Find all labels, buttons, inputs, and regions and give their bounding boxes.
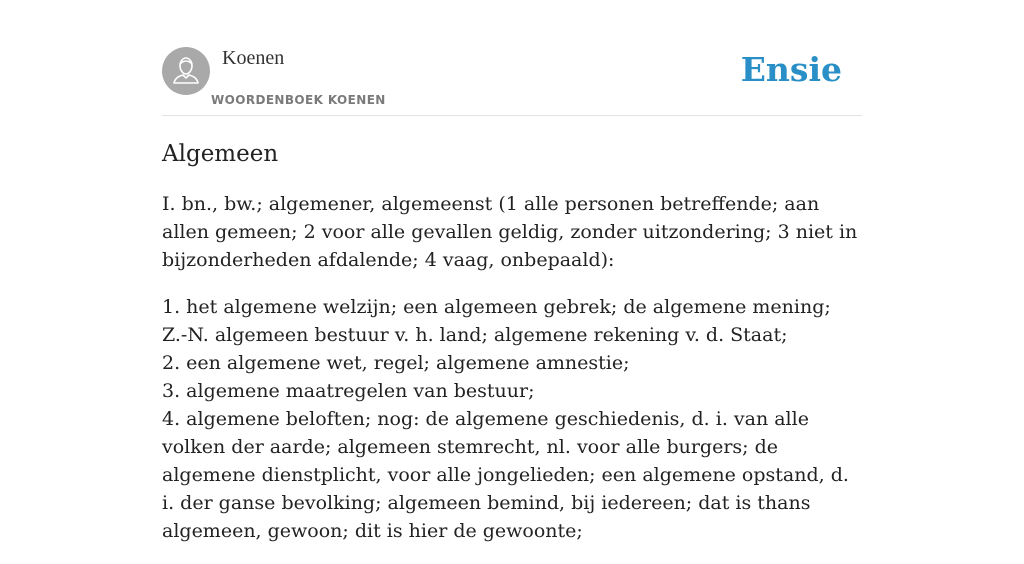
definition-item: 1. het algemene welzijn; een algemeen gebrek; de algemene mening; Z.-N. algemeen bestuur v. h. land; algemene rekening v. d. Staat; (162, 296, 831, 346)
brand-logo[interactable]: Ensie (740, 50, 842, 89)
source-label[interactable]: WOORDENBOEK KOENEN (211, 93, 386, 107)
article-title: Algemeen (162, 141, 279, 167)
definition-item: 4. algemene beloften; nog: de algemene geschiedenis, d. i. van alle volken der aarde; algemeen stemrecht, nl. voor alle burgers; de algemene dienstplicht, voor alle jongelieden; een algemene opstand, d. i. der ganse bevolking; algemeen bemind, bij iedereen; dat is thans algemeen, gewoon; dit is hier de gewoonte; (162, 408, 849, 542)
article-intro: I. bn., bw.; algemener, algemeenst (1 alle personen betreffende; aan allen gemeen; 2 voor alle gevallen geldig, zonder uitzondering; 3 niet in bijzonderheden afdalende; 4 vaag, onbepaald): (162, 193, 858, 271)
definition-item: 2. een algemene wet, regel; algemene amnestie; (162, 352, 630, 374)
author-name[interactable]: Koenen (222, 47, 285, 69)
article-definitions (162, 293, 862, 545)
user-silhouette-icon (162, 47, 210, 95)
header-divider (162, 115, 862, 116)
definition-item: 3. algemene maatregelen van bestuur; (162, 380, 535, 402)
avatar[interactable] (162, 47, 210, 95)
header (162, 46, 862, 116)
article (162, 138, 862, 564)
